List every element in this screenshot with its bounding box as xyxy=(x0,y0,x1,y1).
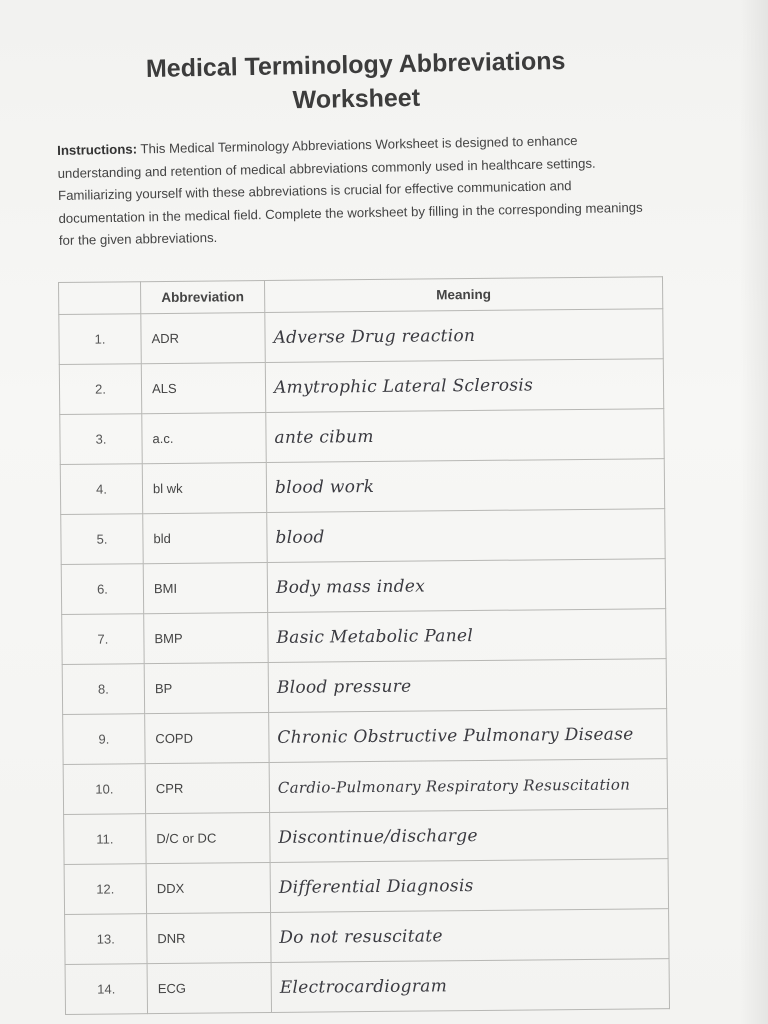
table-row xyxy=(60,409,664,465)
page-title xyxy=(0,41,713,123)
row-meaning-handwritten[interactable]: Chronic Obstructive Pulmonary Disease xyxy=(269,709,667,763)
row-number: 11. xyxy=(64,814,146,865)
table-row xyxy=(63,759,667,815)
row-abbreviation: ADR xyxy=(141,313,265,364)
row-abbreviation: a.c. xyxy=(142,413,266,464)
row-abbreviation: ECG xyxy=(147,962,271,1013)
header-meaning: Meaning xyxy=(264,277,662,313)
table-row xyxy=(62,609,666,665)
row-meaning-handwritten[interactable]: blood work xyxy=(266,459,664,513)
row-meaning-handwritten[interactable]: ante cibum xyxy=(266,409,664,463)
table-row xyxy=(62,659,666,715)
row-meaning-handwritten[interactable]: Differential Diagnosis xyxy=(270,859,668,913)
row-abbreviation: BMI xyxy=(143,563,267,614)
row-number: 14. xyxy=(65,964,147,1015)
row-number: 13. xyxy=(65,914,147,965)
title-line-1: Medical Terminology Abbreviations xyxy=(145,46,566,84)
header-number xyxy=(59,282,141,315)
row-abbreviation: BMP xyxy=(144,613,268,664)
table-row xyxy=(65,909,669,965)
row-meaning-handwritten[interactable]: Blood pressure xyxy=(268,659,666,713)
instructions-lead: Instructions: xyxy=(57,141,138,158)
row-number: 8. xyxy=(62,664,144,715)
page-edge-shadow xyxy=(740,0,768,1024)
row-abbreviation: DNR xyxy=(147,912,271,963)
abbreviations-table-wrapper xyxy=(58,276,669,1015)
row-number: 6. xyxy=(61,564,143,615)
row-abbreviation: DDX xyxy=(146,862,270,913)
row-meaning-handwritten[interactable]: Cardio-Pulmonary Respiratory Resuscitation xyxy=(269,759,667,813)
row-meaning-handwritten[interactable]: Discontinue/discharge xyxy=(270,809,668,863)
row-meaning-handwritten[interactable]: Electrocardiogram xyxy=(271,959,669,1013)
row-number: 9. xyxy=(63,714,145,765)
row-meaning-handwritten[interactable]: Body mass index xyxy=(267,559,665,613)
header-abbreviation: Abbreviation xyxy=(141,281,265,314)
row-meaning-handwritten[interactable]: Amytrophic Lateral Sclerosis xyxy=(265,359,663,413)
table-row xyxy=(59,359,663,415)
table-row xyxy=(63,709,667,765)
row-number: 7. xyxy=(62,614,144,665)
row-meaning-handwritten[interactable]: blood xyxy=(267,509,665,563)
table-row xyxy=(64,809,668,865)
row-abbreviation: bld xyxy=(143,513,267,564)
row-abbreviation: BP xyxy=(144,663,268,714)
title-line-2: Worksheet xyxy=(292,83,421,115)
abbreviations-table xyxy=(58,276,670,1015)
table-row xyxy=(64,859,668,915)
row-number: 10. xyxy=(63,764,145,815)
instructions-body: This Medical Terminology Abbreviations Worksheet is designed to enhance understanding and retention of medical abbreviations commonly used in healthcare settings. Familiarizing yourself with these abbreviations is crucial for effective communication and documentation in the medical field. Complete the worksheet by filling in the corresponding meanings for the given abbreviations. xyxy=(57,133,643,248)
row-abbreviation: COPD xyxy=(145,712,269,763)
row-number: 12. xyxy=(64,864,146,915)
row-meaning-handwritten[interactable]: Basic Metabolic Panel xyxy=(268,609,666,663)
row-number: 5. xyxy=(61,514,143,565)
table-row xyxy=(61,509,665,565)
table-row xyxy=(59,309,663,365)
row-meaning-handwritten[interactable]: Adverse Drug reaction xyxy=(265,309,663,363)
row-abbreviation: D/C or DC xyxy=(146,812,270,863)
table-row xyxy=(65,959,669,1015)
row-abbreviation: CPR xyxy=(145,762,269,813)
instructions-paragraph xyxy=(57,129,649,253)
table-row xyxy=(61,559,665,615)
row-meaning-handwritten[interactable]: Do not resuscitate xyxy=(271,909,669,963)
row-number: 2. xyxy=(59,364,141,415)
row-number: 3. xyxy=(60,414,142,465)
row-number: 4. xyxy=(60,464,142,515)
row-abbreviation: ALS xyxy=(141,363,265,414)
table-row xyxy=(60,459,664,515)
row-abbreviation: bl wk xyxy=(142,463,266,514)
row-number: 1. xyxy=(59,314,141,365)
